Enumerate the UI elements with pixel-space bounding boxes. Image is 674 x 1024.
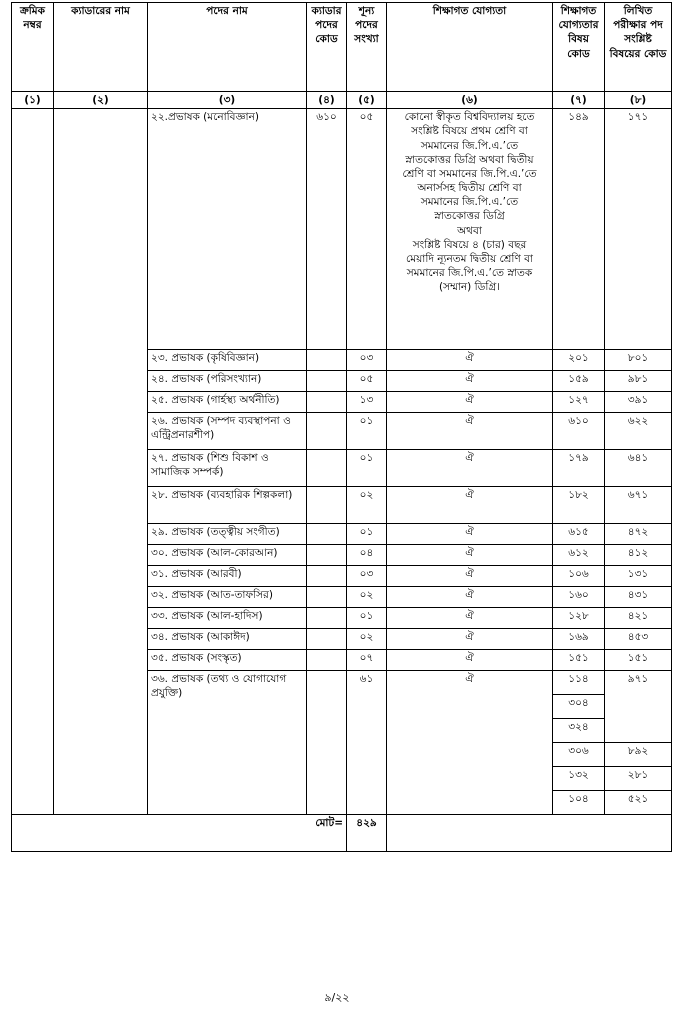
column-index-row	[12, 92, 672, 109]
vacancy-cell: ০৪	[347, 545, 387, 566]
header-row	[12, 3, 672, 92]
vacancy-cell: ৬১	[347, 671, 387, 815]
exam-code-cell: ৪৩১	[605, 587, 672, 608]
page-number: ৯/২২	[324, 991, 350, 1004]
qualification-line: স্নাতকোত্তর ডিগ্রি	[434, 210, 505, 223]
subject-code-cell: ৬১২	[553, 545, 605, 566]
qualification-cell: ঐ	[387, 524, 553, 545]
post-code-cell	[307, 450, 347, 487]
subject-code-cell: ৬১৫	[553, 524, 605, 545]
qualification-cell: ঐ	[387, 413, 553, 450]
subject-code-cell: ১৬৯	[553, 629, 605, 650]
post-cell: ৩১. প্রভাষক (আরবী)	[148, 566, 307, 587]
qualification-cell: ঐ	[387, 487, 553, 524]
exam-code-cell: ৩৯১	[605, 392, 672, 413]
subject-code-cell: ৩০৪	[553, 695, 605, 719]
subject-code-cell: ১৬০	[553, 587, 605, 608]
header-subject-code: শিক্ষাগত যোগ্যতার বিষয় কোড	[553, 3, 605, 92]
index-cell: (৩)	[148, 92, 307, 109]
exam-code-cell: ৬৪১	[605, 450, 672, 487]
post-cell: ৩০. প্রভাষক (আল-কোরআন)	[148, 545, 307, 566]
post-cell: ৩৬. প্রভাষক (তথ্য ও যোগাযোগ প্রযুক্তি)	[148, 671, 307, 815]
post-code-cell	[307, 487, 347, 524]
post-cell: ২৭. প্রভাষক (শিশু বিকাশ ও সামাজিক সম্পর্ক)	[148, 450, 307, 487]
subject-code-cell: ২০১	[553, 350, 605, 371]
qualification-cell: ঐ	[387, 650, 553, 671]
vacancy-cell: ০৩	[347, 566, 387, 587]
post-cell: ২৪. প্রভাষক (পরিসংখ্যান)	[148, 371, 307, 392]
qualification-line: সংশ্লিষ্ট বিষয়ে ৪ (চার) বছর	[412, 238, 527, 251]
qualification-cell: ঐ	[387, 350, 553, 371]
exam-code-cell: ১৭১	[605, 109, 672, 350]
vacancy-cell: ০২	[347, 587, 387, 608]
exam-code-cell: ১৩১	[605, 566, 672, 587]
exam-code-cell: ৮০১	[605, 350, 672, 371]
post-code-cell	[307, 608, 347, 629]
qualification-cell: ঐ	[387, 629, 553, 650]
post-code-cell	[307, 350, 347, 371]
vacancy-cell: ০৩	[347, 350, 387, 371]
total-row	[12, 815, 672, 852]
serial-cell	[12, 109, 54, 815]
subject-code-cell: ৩২৪	[553, 719, 605, 743]
qualification-cell: ঐ	[387, 566, 553, 587]
qualification-line: সমমানের জি.পি.এ.’তে স্নাতক	[406, 267, 533, 280]
post-code-cell	[307, 566, 347, 587]
qualification-cell	[387, 109, 553, 350]
subject-code-cell: ১৩২	[553, 767, 605, 791]
vacancy-cell: ০১	[347, 450, 387, 487]
qualification-cell: ঐ	[387, 450, 553, 487]
qualification-cell: ঐ	[387, 371, 553, 392]
post-cell: ২৬. প্রভাষক (সম্পদ ব্যবস্থাপনা ও এন্ট্রিপ্রনারশীপ)	[148, 413, 307, 450]
post-code-cell	[307, 371, 347, 392]
post-cell: ২৩. প্রভাষক (কৃষিবিজ্ঞান)	[148, 350, 307, 371]
vacancy-cell: ১৩	[347, 392, 387, 413]
qualification-line: সংশ্লিষ্ট বিষয়ে প্রথম শ্রেণি বা	[411, 125, 528, 138]
post-cell: ২৮. প্রভাষক (ব্যবহারিক শিল্পকলা)	[148, 487, 307, 524]
index-cell: (১)	[12, 92, 54, 109]
qualification-cell: ঐ	[387, 587, 553, 608]
qualification-line: সমমানের জি.পি.এ.’তে	[420, 196, 519, 209]
exam-code-cell: ৯৮১	[605, 371, 672, 392]
qualification-cell: ঐ	[387, 671, 553, 815]
post-cell: ২২.প্রভাষক (মনোবিজ্ঞান)	[148, 109, 307, 350]
post-cell: ৩৪. প্রভাষক (আকাঈদ)	[148, 629, 307, 650]
post-code-cell	[307, 413, 347, 450]
table-row	[12, 109, 672, 350]
post-cell: ৩২. প্রভাষক (আত-তাফসির)	[148, 587, 307, 608]
subject-code-cell: ৩০৬	[553, 743, 605, 767]
header-vacancy: শূন্য পদের সংখ্যা	[347, 3, 387, 92]
vacancy-cell: ০২	[347, 629, 387, 650]
header-cadre: ক্যাডারের নাম	[54, 3, 148, 92]
subject-code-cell: ১৮২	[553, 487, 605, 524]
exam-code-cell: ৫২১	[605, 791, 672, 815]
qualification-line: অথবা	[457, 224, 482, 237]
index-cell: (৪)	[307, 92, 347, 109]
qualification-line: সমমানের জি.পি.এ.’তে	[420, 139, 519, 152]
vacancy-cell: ০১	[347, 524, 387, 545]
qualification-cell: ঐ	[387, 608, 553, 629]
post-code-cell	[307, 650, 347, 671]
index-cell: (৫)	[347, 92, 387, 109]
post-code-cell	[307, 524, 347, 545]
subject-code-cell: ১৭৯	[553, 450, 605, 487]
exam-code-cell: ৪১২	[605, 545, 672, 566]
header-post: পদের নাম	[148, 3, 307, 92]
subject-code-cell: ১৫১	[553, 650, 605, 671]
vacancy-cell: ০৫	[347, 109, 387, 350]
subject-code-cell: ১০৬	[553, 566, 605, 587]
qualification-line: স্নাতকোত্তর ডিগ্রি অথবা দ্বিতীয়	[405, 153, 534, 166]
header-post-code: ক্যাডার পদের কোড	[307, 3, 347, 92]
index-cell: (২)	[54, 92, 148, 109]
subject-code-cell: ১৪৯	[553, 109, 605, 350]
post-cell: ৩৫. প্রভাষক (সংস্কৃত)	[148, 650, 307, 671]
qualification-line: অনার্সসহ দ্বিতীয় শ্রেণি বা	[417, 182, 522, 195]
exam-code-cell: ২৮১	[605, 767, 672, 791]
qualification-line: (সম্মান) ডিগ্রি।	[439, 281, 500, 294]
vacancy-cell: ০৫	[347, 371, 387, 392]
exam-code-cell: ৪২১	[605, 608, 672, 629]
qualification-cell: ঐ	[387, 392, 553, 413]
subject-code-cell: ১০৪	[553, 791, 605, 815]
header-qualification: শিক্ষাগত যোগ্যতা	[387, 3, 553, 92]
subject-code-cell: ১২৭	[553, 392, 605, 413]
exam-code-cell: ৮৯২	[605, 743, 672, 767]
cadre-cell	[54, 109, 148, 815]
index-cell: (৭)	[553, 92, 605, 109]
vacancy-cell: ০২	[347, 487, 387, 524]
exam-code-cell: ৯৭১	[605, 671, 672, 743]
subject-code-cell: ৬১০	[553, 413, 605, 450]
qualification-line: কোনো স্বীকৃত বিশ্ববিদ্যালয় হতে	[404, 111, 535, 124]
total-value: ৪২৯	[347, 815, 387, 852]
post-code-cell	[307, 545, 347, 566]
post-code-cell	[307, 629, 347, 650]
subject-code-cell: ১৫৯	[553, 371, 605, 392]
post-cell: ৩৩. প্রভাষক (আল-হাদিস)	[148, 608, 307, 629]
qualification-cell: ঐ	[387, 545, 553, 566]
exam-code-cell: ৪৫৩	[605, 629, 672, 650]
header-exam-code: লিখিত পরীক্ষার পদ সংশ্লিষ্ট বিষয়ের কোড	[605, 3, 672, 92]
post-code-cell: ৬১০	[307, 109, 347, 350]
exam-code-cell: ৬২২	[605, 413, 672, 450]
post-cell: ২৯. প্রভাষক (তত্ত্বীয় সংগীত)	[148, 524, 307, 545]
total-label: মোট=	[12, 815, 347, 852]
total-empty-cell	[387, 815, 672, 852]
vacancy-cell: ০১	[347, 608, 387, 629]
qualification-line: মেয়াদি ন্যূনতম দ্বিতীয় শ্রেণি বা	[406, 252, 533, 265]
subject-code-cell: ১১৪	[553, 671, 605, 695]
post-code-cell	[307, 392, 347, 413]
post-code-cell	[307, 671, 347, 815]
exam-code-cell: ১৫১	[605, 650, 672, 671]
exam-code-cell: ৪৭২	[605, 524, 672, 545]
index-cell: (৬)	[387, 92, 553, 109]
index-cell: (৮)	[605, 92, 672, 109]
post-cell: ২৫. প্রভাষক (গার্হস্থ্য অর্থনীতি)	[148, 392, 307, 413]
vacancy-cell: ০৭	[347, 650, 387, 671]
subject-code-cell: ১২৮	[553, 608, 605, 629]
vacancy-cell: ০১	[347, 413, 387, 450]
post-code-cell	[307, 587, 347, 608]
vacancy-table	[11, 2, 672, 852]
exam-code-cell: ৬৭১	[605, 487, 672, 524]
qualification-line: শ্রেণি বা সমমানের জি.পি.এ.’তে	[402, 167, 537, 180]
header-serial: ক্রমিক নম্বর	[12, 3, 54, 92]
